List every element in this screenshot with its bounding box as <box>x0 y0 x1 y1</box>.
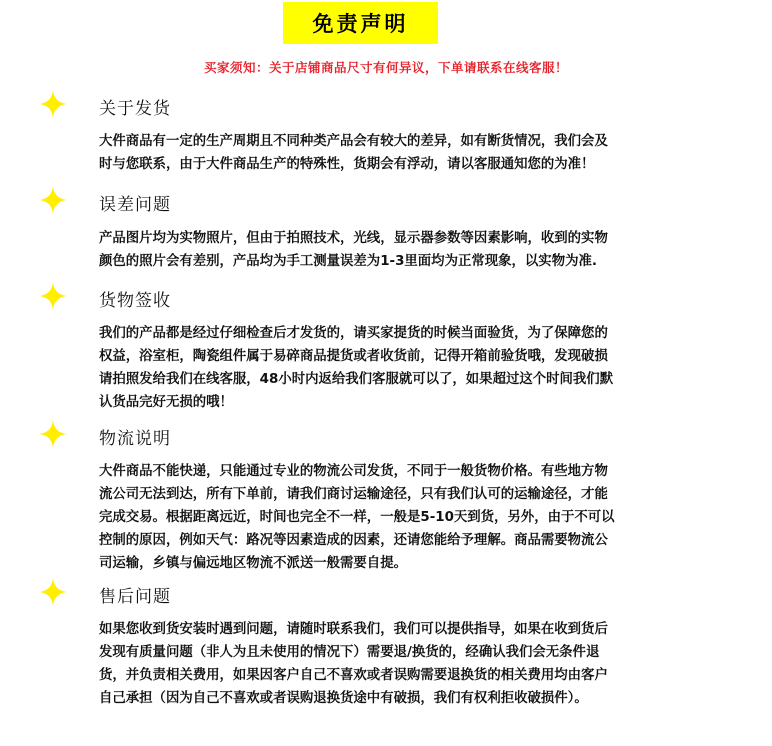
section-heading: 货物签收 <box>99 291 171 311</box>
sparkle-star-icon <box>38 89 68 119</box>
buyer-notice: 买家须知：关于店铺商品尺寸有何异议，下单请联系在线客服！ <box>203 60 568 75</box>
body-line: 我们的产品都是经过仔细检查后才发货的，请买家提货的时候当面验货，为了保障您的 <box>99 326 608 341</box>
body-line: 大件商品不能快递，只能通过专业的物流公司发货，不同于一般货物价格。有些地方物 <box>99 464 608 479</box>
section-heading: 关于发货 <box>99 99 171 119</box>
section-body <box>99 227 684 273</box>
section-heading: 误差问题 <box>99 195 171 215</box>
body-line: 请拍照发给我们在线客服，48小时内返给我们客服就可以了，如果超过这个时间我们默 <box>99 372 614 387</box>
sparkle-star-icon <box>38 281 68 311</box>
sparkle-star-icon <box>38 185 68 215</box>
body-line: 完成交易。根据距离远近，时间也完全不一样，一般是5-10天到货，另外，由于不可以 <box>99 510 615 525</box>
body-line: 权益，浴室柜，陶瓷组件属于易碎商品提货或者收货前，记得开箱前验货哦，发现破损 <box>99 349 608 364</box>
body-line: 颜色的照片会有差别，产品均为手工测量误差为1-3里面均为正常现象，以实物为准. <box>99 254 597 269</box>
section-body <box>99 618 684 710</box>
body-line: 如果您收到货安装时遇到问题，请随时联系我们，我们可以提供指导，如果在收到货后 <box>99 622 608 637</box>
body-line: 自己承担（因为自己不喜欢或者误购退换货途中有破损，我们有权利拒收破损件）。 <box>99 691 588 706</box>
body-line: 控制的原因，例如天气：路况等因素造成的因素，还请您能给予理解。商品需要物流公 <box>99 533 608 548</box>
section-body <box>99 460 684 575</box>
body-line: 司运输，乡镇与偏远地区物流不派送一般需要自提。 <box>99 556 407 571</box>
sparkle-star-icon <box>38 419 68 449</box>
sparkle-star-icon <box>38 577 68 607</box>
body-line: 货，并负责相关费用，如果因客户自己不喜欢或者误购需要退换货的相关费用均由客户 <box>99 668 608 683</box>
section-heading: 售后问题 <box>99 587 171 607</box>
body-line: 认货品完好无损的哦！ <box>99 395 233 410</box>
section-body <box>99 130 684 176</box>
section-body <box>99 322 684 414</box>
disclaimer-title: 免责声明 <box>283 2 438 44</box>
section-heading: 物流说明 <box>99 429 171 449</box>
body-line: 大件商品有一定的生产周期且不同种类产品会有较大的差异，如有断货情况，我们会及 <box>99 134 608 149</box>
body-line: 产品图片均为实物照片，但由于拍照技术，光线，显示器参数等因素影响，收到的实物 <box>99 231 608 246</box>
body-line: 流公司无法到达，所有下单前，请我们商讨运输途径，只有我们认可的运输途径，才能 <box>99 487 608 502</box>
body-line: 发现有质量问题（非人为且未使用的情况下）需要退/换货的，经确认我们会无条件退 <box>99 645 600 660</box>
body-line: 时与您联系，由于大件商品生产的特殊性，货期会有浮动，请以客服通知您的为准！ <box>99 157 595 172</box>
